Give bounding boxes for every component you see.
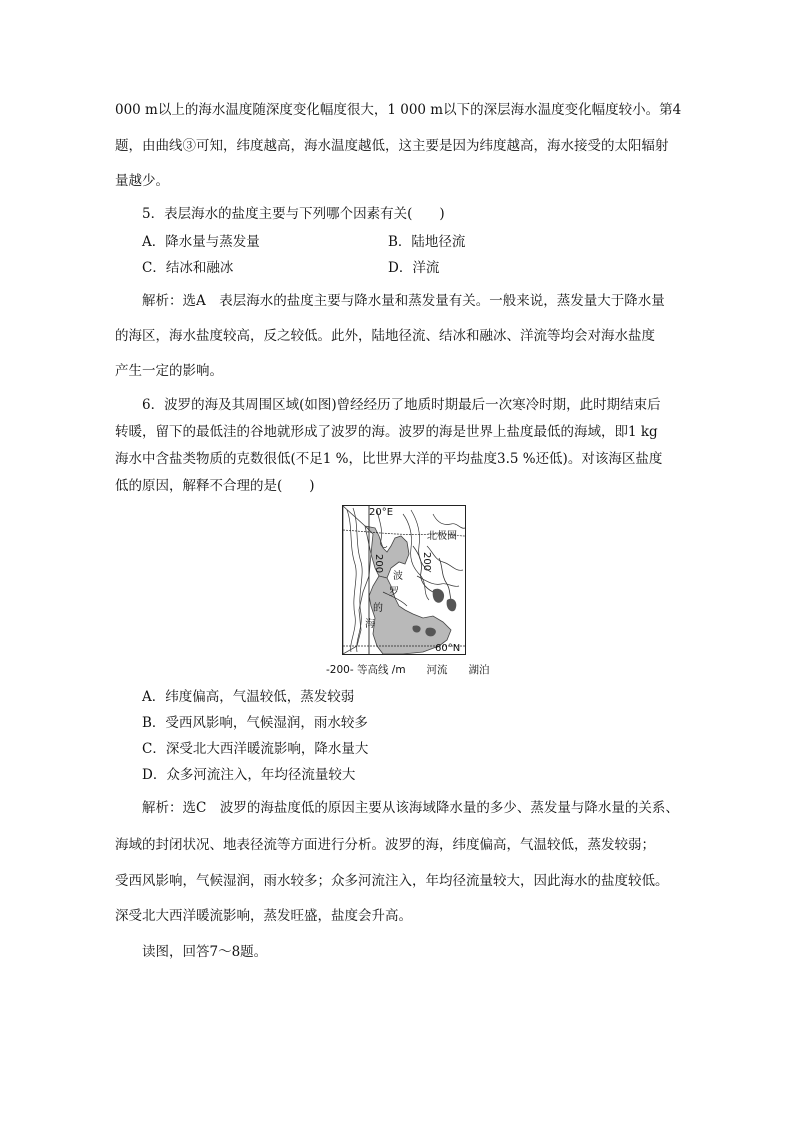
question-5-stem: 5．表层海水的盐度主要与下列哪个因素有关( )	[142, 206, 445, 222]
map-label-latitude: 60°N	[435, 643, 461, 654]
map-label-sea: 罗	[389, 587, 399, 598]
q5-option-d: D．洋流	[388, 260, 440, 276]
next-questions-prompt: 读图，回答7～8题。	[142, 944, 268, 960]
q5-analysis-line: 产生一定的影响。	[115, 363, 223, 379]
map-label-sea: 波	[393, 571, 403, 582]
map-label-sea: 的	[373, 603, 383, 614]
lake-shape	[447, 599, 457, 612]
q6-analysis-line: 解析：选C 波罗的海盐度低的原因主要从该海域降水量的多少、蒸发量与降水量的关系、	[142, 800, 679, 816]
q6-analysis-line: 受西风影响，气候湿润，雨水较多；众多河流注入，年均径流量较大，因此海水的盐度较低。	[115, 873, 669, 889]
q6-analysis-line: 海域的封闭状况、地表径流等方面进行分析。波罗的海，纬度偏高，气温较低，蒸发较弱；	[115, 837, 655, 853]
q6-option-c: C．深受北大西洋暖流影响，降水量大	[142, 741, 369, 757]
q5-analysis-line: 的海区，海水盐度较高，反之较低。此外，陆地径流、结冰和融冰、洋流等均会对海水盐度	[115, 328, 655, 344]
q5-analysis-line: 解析：选A 表层海水的盐度主要与降水量和蒸发量有关。一般来说，蒸发量大于降水量	[142, 293, 665, 309]
q6-option-b: B．受西风影响，气候湿润，雨水较多	[142, 715, 368, 731]
map-legend: -200- 等高线 /m 河流 湖泊	[326, 664, 490, 676]
paragraph-line: 题，由曲线③可知，纬度越高，海水温度越低，这主要是因为纬度越高，海水接受的太阳辐射	[115, 138, 669, 154]
q5-option-a: A．降水量与蒸发量	[142, 234, 260, 250]
question-6-stem: 海水中含盐类物质的克数很低(不足1 %，比世界大洋的平均盐度3.5 %还低)。对该海区盐度	[115, 451, 663, 467]
paragraph-line: 量越少。	[115, 173, 169, 189]
question-6-stem: 转暖，留下的最低洼的谷地就形成了波罗的海。波罗的海是世界上盐度最低的海域，即1 kg	[115, 424, 658, 440]
map-label-sea: 海	[365, 619, 375, 630]
lake-shape	[433, 589, 444, 603]
q5-option-c: C．结冰和融冰	[142, 260, 234, 276]
q6-analysis-line: 深受北大西洋暖流影响，蒸发旺盛，盐度会升高。	[115, 908, 412, 924]
map-label-arctic-circle: 北极圈	[427, 531, 457, 542]
map-label-contour: 200	[373, 554, 384, 574]
map-label-contour: 200	[421, 552, 432, 572]
question-6-stem: 低的原因，解释不合理的是( )	[115, 478, 315, 494]
q6-option-d: D．众多河流注入，年均径流量较大	[142, 767, 356, 783]
paragraph-line: 000 m以上的海水温度随深度变化幅度很大，1 000 m以下的深层海水温度变化幅度较小。第4	[115, 102, 682, 118]
map-drawing	[343, 506, 465, 654]
baltic-sea-map	[342, 505, 466, 655]
question-6-stem: 6．波罗的海及其周围区域(如图)曾经经历了地质时期最后一次寒冷时期，此时期结束后	[142, 397, 661, 413]
q6-option-a: A．纬度偏高，气温较低，蒸发较弱	[142, 689, 355, 705]
q5-option-b: B．陆地径流	[388, 234, 466, 250]
map-label-longitude: 20°E	[369, 507, 394, 518]
